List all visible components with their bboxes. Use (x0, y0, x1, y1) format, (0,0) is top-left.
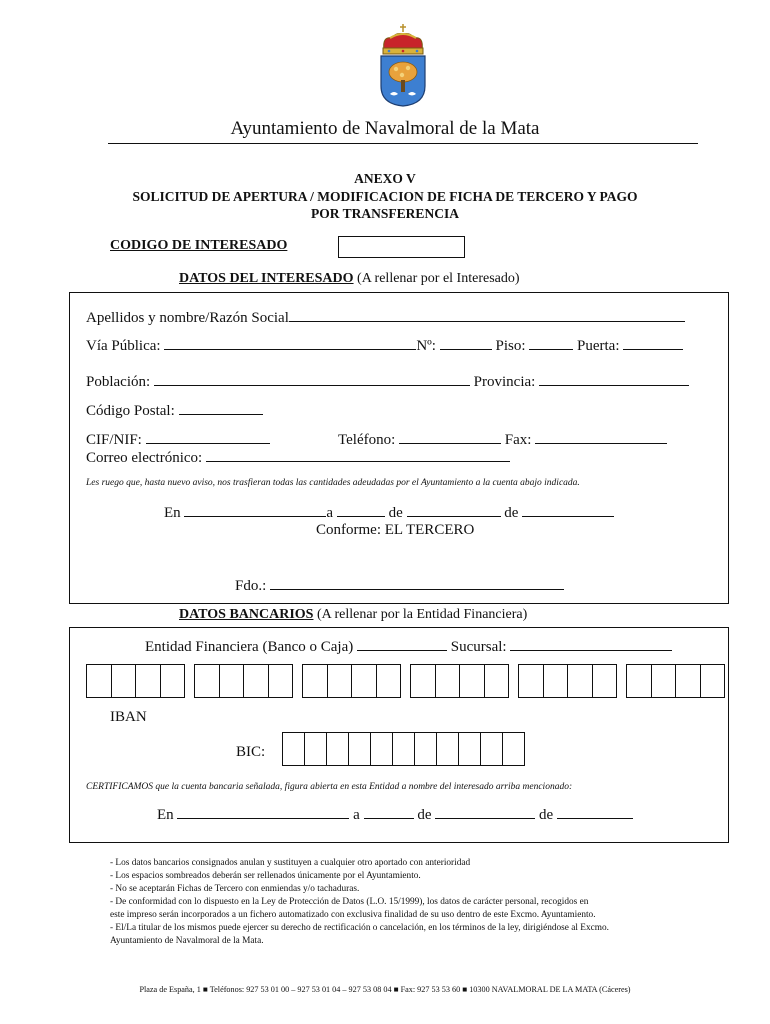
bic-char-box[interactable] (502, 732, 525, 766)
bic-char-box[interactable] (436, 732, 459, 766)
bic-char-box[interactable] (282, 732, 305, 766)
iban-digit-box[interactable] (302, 664, 328, 698)
note-line: - De conformidad con lo dispuesto en la Ley de Protección de Datos (L.O. 15/1999), los datos de carácter personal, recogidos en (110, 897, 589, 907)
iban-digit-box[interactable] (410, 664, 436, 698)
cif-row (86, 430, 270, 449)
poblacion-row (86, 372, 689, 391)
correo-label: Correo electrónico: (86, 450, 203, 466)
poblacion-input[interactable] (154, 372, 470, 386)
banco-de-label-2: de (539, 807, 554, 823)
de-label-2: de (504, 505, 519, 521)
anio-input[interactable] (522, 503, 614, 517)
iban-digit-box[interactable] (160, 664, 186, 698)
codigo-interesado-field[interactable] (338, 236, 465, 258)
apellidos-row (86, 308, 685, 327)
bic-char-box[interactable] (370, 732, 393, 766)
numero-input[interactable] (440, 336, 492, 350)
correo-input[interactable] (206, 448, 510, 462)
iban-digit-box[interactable] (194, 664, 220, 698)
telefono-label: Teléfono: (338, 432, 396, 448)
bic-char-box[interactable] (414, 732, 437, 766)
piso-input[interactable] (529, 336, 573, 350)
ruego-text: Les ruego que, hasta nuevo aviso, nos trasfieran todas las cantidades adeudadas por el Ayuntamiento a la cuenta abajo indicada. (86, 478, 580, 488)
bic-char-box[interactable] (392, 732, 415, 766)
iban-digit-box[interactable] (111, 664, 137, 698)
apellidos-input[interactable] (289, 308, 685, 322)
banco-anio-input[interactable] (557, 805, 633, 819)
interesado-title: DATOS DEL INTERESADO (179, 271, 354, 286)
iban-digit-box[interactable] (351, 664, 377, 698)
iban-digit-box[interactable] (135, 664, 161, 698)
bancarios-subtitle: (A rellenar por la Entidad Financiera) (316, 607, 528, 622)
iban-digit-box[interactable] (376, 664, 402, 698)
firma-input[interactable] (270, 576, 564, 590)
note-line: Ayuntamiento de Navalmoral de la Mata. (110, 936, 264, 946)
bic-char-box[interactable] (304, 732, 327, 766)
mes-input[interactable] (407, 503, 501, 517)
entidad-label: Entidad Financiera (Banco o Caja) (145, 639, 354, 655)
telefono-row (338, 430, 667, 449)
bic-char-box[interactable] (480, 732, 503, 766)
note-line: - Los datos bancarios consignados anulan y sustituyen a cualquier otro aportado con anterioridad (110, 858, 471, 868)
codigo-postal-label: Código Postal: (86, 403, 175, 419)
piso-label: Piso: (495, 338, 526, 354)
via-row (86, 336, 683, 355)
codigo-postal-row (86, 401, 263, 420)
de-label-1: de (388, 505, 403, 521)
interesado-panel (69, 292, 729, 604)
bic-char-box[interactable] (348, 732, 371, 766)
notes-block (110, 857, 700, 948)
puerta-label: Puerta: (577, 338, 620, 354)
entidad-row (145, 637, 672, 656)
dia-input[interactable] (337, 503, 385, 517)
correo-row (86, 448, 510, 467)
note-line: - El/La titular de los mismos puede ejercer su derecho de rectificación o cancelación, en los términos de la ley, dirigiéndose al Excmo. (110, 923, 609, 933)
fax-label: Fax: (504, 432, 532, 448)
en-label: En (164, 505, 181, 521)
interesado-subtitle: (A rellenar por el Interesado) (357, 271, 520, 286)
municipality-name: Ayuntamiento de Navalmoral de la Mata (230, 118, 540, 139)
iban-digit-box[interactable] (435, 664, 461, 698)
form-title-line1: SOLICITUD DE APERTURA / MODIFICACION DE FICHA DE TERCERO Y PAGO (132, 189, 638, 204)
via-label: Vía Pública: (86, 338, 161, 354)
bic-char-box[interactable] (458, 732, 481, 766)
banco-lugar-input[interactable] (177, 805, 349, 819)
bancarios-title: DATOS BANCARIOS (179, 607, 314, 622)
firma-row (235, 576, 564, 595)
iban-digit-box[interactable] (567, 664, 593, 698)
apellidos-label: Apellidos y nombre/Razón Social (86, 310, 289, 326)
provincia-input[interactable] (539, 372, 689, 386)
iban-digit-box[interactable] (484, 664, 510, 698)
iban-digit-box[interactable] (626, 664, 652, 698)
note-line: este impreso serán incorporados a un fichero automatizado con exclusiva finalidad de su uso dentro de este Excmo. Ayuntamiento. (110, 910, 596, 920)
lugar-input[interactable] (184, 503, 326, 517)
banco-en-label: En (157, 807, 174, 823)
banco-a-label: a (353, 807, 360, 823)
bancarios-panel (69, 627, 729, 843)
conforme-label: Conforme: EL TERCERO (316, 522, 475, 538)
note-line: - Los espacios sombreados deberán ser rellenados únicamente por el Ayuntamiento. (110, 871, 421, 881)
title-divider (108, 143, 698, 144)
banco-de-label-1: de (417, 807, 432, 823)
bic-label: BIC: (236, 744, 266, 760)
codigo-interesado-label: CODIGO DE INTERESADO (110, 238, 288, 253)
iban-digit-box[interactable] (543, 664, 569, 698)
annex-label: ANEXO V (354, 171, 416, 186)
puerta-input[interactable] (623, 336, 683, 350)
entidad-input[interactable] (357, 637, 447, 651)
sucursal-input[interactable] (510, 637, 672, 651)
iban-digit-box[interactable] (700, 664, 726, 698)
coat-of-arms-logo (376, 22, 430, 108)
iban-digit-box[interactable] (268, 664, 294, 698)
fdo-label: Fdo.: (235, 578, 267, 594)
bancarios-section-title (179, 607, 527, 623)
footer-address: Plaza de España, 1 ■ Teléfonos: 927 53 01 00 – 927 53 01 04 – 927 53 08 04 ■ Fax: 927 53 53 60 ■ 10300 NAVALMORAL DE LA MATA (Cáceres) (139, 985, 631, 994)
banco-dia-input[interactable] (364, 805, 414, 819)
iban-digit-box[interactable] (219, 664, 245, 698)
sucursal-label: Sucursal: (450, 639, 507, 655)
iban-digit-box[interactable] (592, 664, 618, 698)
certificamos-text: CERTIFICAMOS que la cuenta bancaria señalada, figura abierta en esta Entidad a nombre del interesado arriba mencionado: (86, 782, 573, 792)
codigo-postal-input[interactable] (179, 401, 263, 415)
note-line: - No se aceptarán Fichas de Tercero con enmiendas y/o tachaduras. (110, 884, 360, 894)
lugar-fecha-row (164, 503, 614, 522)
numero-label: Nº: (416, 338, 436, 354)
a-label: a (326, 505, 334, 521)
iban-digit-box[interactable] (651, 664, 677, 698)
iban-digit-box[interactable] (459, 664, 485, 698)
bic-char-box[interactable] (326, 732, 349, 766)
iban-digit-box[interactable] (327, 664, 353, 698)
interesado-section-title (179, 271, 520, 287)
fax-input[interactable] (535, 430, 667, 444)
iban-digit-box[interactable] (86, 664, 112, 698)
poblacion-label: Población: (86, 374, 151, 390)
iban-label: IBAN (110, 709, 147, 725)
cif-input[interactable] (146, 430, 270, 444)
banco-mes-input[interactable] (435, 805, 535, 819)
cif-label: CIF/NIF: (86, 432, 142, 448)
iban-digit-box[interactable] (675, 664, 701, 698)
banco-lugar-fecha-row (157, 805, 633, 824)
provincia-label: Provincia: (473, 374, 536, 390)
via-input[interactable] (164, 336, 416, 350)
telefono-input[interactable] (399, 430, 501, 444)
iban-digit-box[interactable] (518, 664, 544, 698)
form-title-line2: POR TRANSFERENCIA (311, 206, 459, 221)
iban-digit-box[interactable] (243, 664, 269, 698)
